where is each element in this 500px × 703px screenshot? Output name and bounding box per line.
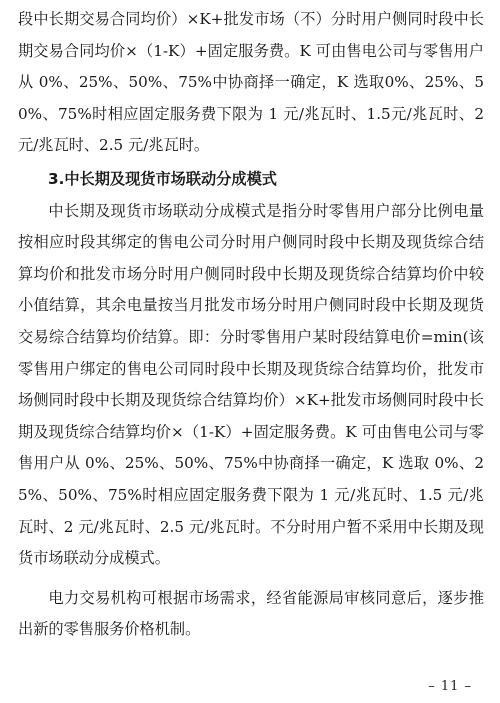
paragraph-continued-formula: 段中长期交易合同均价）×K+批发市场（不）分时用户侧同时段中长期交易合同均价×（1-K）+固定服务费。K 可由售电公司与零售用户从 0%、25%、50%、75%中协商择一确定，K 选取0%、25%、50%、75%时相应固定服务费下限为 1 元/兆瓦时、1.5元/兆瓦时、2 元/兆瓦时、2.5 元/兆瓦时。 [18, 10, 484, 155]
section-heading: 3.中长期及现货市场联动分成模式 [48, 169, 277, 188]
paragraph-linked-sharing-mode: 中长期及现货市场联动分成模式是指分时零售用户部分比例电量按相应时段其绑定的售电公司分时用户侧同时段中长期及现货综合结算均价和批发市场分时用户侧同时段中长期及现货综合结算均价中较小值结算，其余电量按当月批发市场分时用户侧同时段中长期及现货交易综合结算均价结算。即：分时零售用户某时段结算电价=min(该零售用户绑定的售电公司同时段中长期及现货综合结算均价，批发市场侧同时段中长期及现货综合结算均价）×K+批发市场侧同时段中长期及现货综合结算均价×（1-K）+固定服务费。K 可由售电公司与零售用户从 0%、25%、50%、75%中协商择一确定，K 选取 0%、25%、50%、75%时相应固定服务费下限为 1 元/兆瓦时、1.5 元/兆瓦时、2 元/兆瓦时、2.5 元/兆瓦时。不分时用户暂不采用中长期及现货市场联动分成模式。 [18, 201, 484, 568]
page-number: – 11 – [428, 679, 472, 694]
paragraph-new-pricing-mechanism: 电力交易机构可根据市场需求，经省能源局审核同意后，逐步推出新的零售服务价格机制。 [18, 588, 484, 639]
document-page [18, 4, 484, 646]
